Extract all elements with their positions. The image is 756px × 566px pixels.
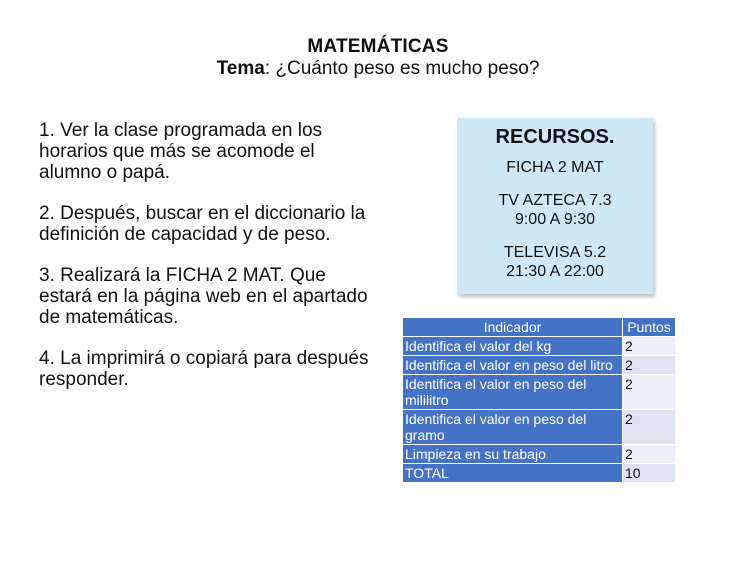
resource-televisa: [457, 243, 653, 281]
indicador-cell: Limpieza en su trabajo: [403, 445, 623, 464]
indicador-cell: Identifica el valor en peso del mililitro: [403, 375, 623, 410]
televisa-channel: TELEVISA 5.2: [503, 244, 607, 261]
puntos-cell: 2: [623, 375, 676, 410]
televisa-time: 21:30 A 22:00: [506, 263, 604, 280]
total-label-cell: TOTAL: [403, 464, 623, 483]
table-header-row: [403, 318, 676, 337]
page-title: MATEMÁTICAS: [307, 36, 449, 57]
resources-title: RECURSOS.: [495, 126, 615, 148]
table-row-total: [403, 464, 676, 483]
table-row: [403, 375, 676, 410]
step-3: 3. Realizará la FICHA 2 MAT. Que estará en la página web en el apartado de matemáticas.: [39, 265, 368, 328]
instructions-list: [39, 120, 379, 410]
total-value-cell: 10: [623, 464, 676, 483]
table-row: [403, 445, 676, 464]
header-indicador: Indicador: [403, 318, 623, 337]
puntos-cell: 2: [623, 356, 676, 375]
puntos-cell: 2: [623, 337, 676, 356]
indicador-cell: Identifica el valor del kg: [403, 337, 623, 356]
rubric-table: [402, 317, 676, 483]
indicador-cell: Identifica el valor en peso del litro: [403, 356, 623, 375]
resource-tv-azteca: [457, 191, 653, 229]
indicador-cell: Identifica el valor en peso del gramo: [403, 410, 623, 445]
resource-ficha-label: FICHA 2 MAT: [506, 159, 604, 176]
resource-ficha: [457, 158, 653, 177]
page-subtitle: [0, 58, 756, 80]
tv-azteca-time: 9:00 A 9:30: [514, 211, 596, 228]
table-row: [403, 337, 676, 356]
header-puntos: Puntos: [623, 318, 676, 337]
tv-azteca-channel: TV AZTECA 7.3: [498, 192, 612, 209]
tema-text: : ¿Cuánto peso es mucho peso?: [264, 58, 540, 79]
puntos-cell: 2: [623, 410, 676, 445]
step-1: 1. Ver la clase programada en los horarios que más se acomode el alumno o papá.: [39, 120, 323, 183]
resources-note: [457, 118, 653, 294]
table-row: [403, 410, 676, 445]
puntos-cell: 2: [623, 445, 676, 464]
step-2: 2. Después, buscar en el diccionario la definición de capacidad y de peso.: [39, 203, 366, 245]
table-row: [403, 356, 676, 375]
tema-label: Tema: [216, 58, 265, 79]
step-4: 4. La imprimirá o copiará para después responder.: [39, 348, 369, 390]
